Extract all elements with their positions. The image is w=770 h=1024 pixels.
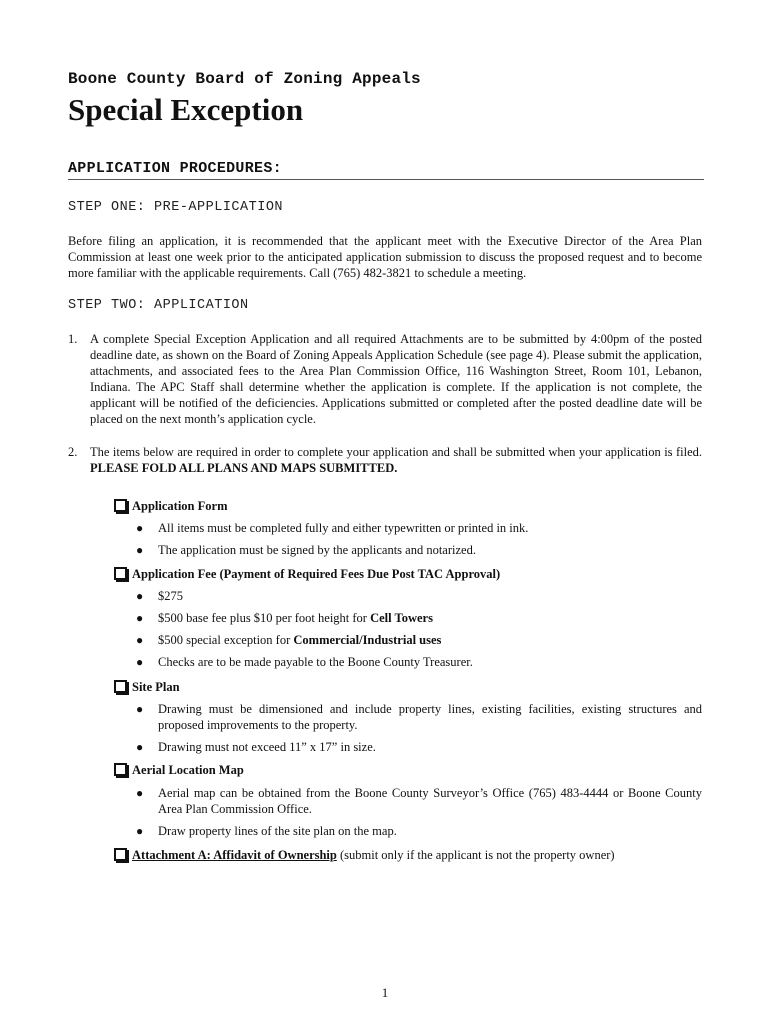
bullet-item [136, 654, 702, 670]
numbered-item-2 [68, 444, 702, 476]
bullet-item [136, 610, 702, 626]
step-one-heading: STEP ONE: PRE-APPLICATION [68, 200, 284, 215]
checklist-item-application-fee [114, 566, 500, 582]
checkbox-icon [114, 499, 127, 512]
checklist-note: (submit only if the applicant is not the property owner) [336, 848, 615, 862]
bullet-icon: ● [136, 543, 144, 557]
bullet-icon: ● [136, 655, 144, 669]
bullet-item [136, 520, 702, 536]
bullet-text: Aerial map can be obtained from the Boone County Surveyor’s Office (765) 483-4444 or Boone County Area Plan Commission Office. [158, 786, 702, 816]
bullet-emphasis: Cell Towers [370, 611, 433, 625]
bullet-icon: ● [136, 611, 144, 625]
checklist-item-aerial-map [114, 762, 244, 778]
item-text-body: The items below are required in order to complete your application and shall be submitted when your application is filed. [90, 445, 702, 459]
heading-rule [68, 179, 704, 180]
checklist-item-attachment-a [114, 847, 615, 863]
bullet-text [158, 632, 702, 648]
bullet-item [136, 632, 702, 648]
bullet-text: Drawing must not exceed 11” x 17” in size. [158, 740, 376, 754]
bullet-text-body: $500 base fee plus $10 per foot height for [158, 611, 371, 625]
bullet-text: Draw property lines of the site plan on the map. [158, 824, 397, 838]
checklist-item-application-form [114, 498, 227, 514]
organization-name: Boone County Board of Zoning Appeals [68, 70, 421, 88]
bullet-text-body: $500 special exception for [158, 633, 294, 647]
page-title: Special Exception [68, 92, 304, 127]
checklist-label: Aerial Location Map [132, 763, 244, 777]
checklist-label: Site Plan [132, 680, 180, 694]
bullet-item [136, 739, 702, 755]
bullet-item [136, 542, 702, 558]
bullet-item [136, 701, 702, 733]
bullet-item [136, 785, 702, 817]
bullet-icon: ● [136, 633, 144, 647]
bullet-text [158, 610, 702, 626]
checkbox-icon [114, 763, 127, 776]
item-number: 1. [68, 332, 78, 346]
bullet-icon: ● [136, 589, 144, 603]
bullet-item [136, 588, 702, 604]
step-two-heading: STEP TWO: APPLICATION [68, 298, 249, 313]
bullet-item [136, 823, 702, 839]
bullet-icon: ● [136, 740, 144, 754]
item-number: 2. [68, 445, 78, 459]
numbered-item-1 [68, 331, 702, 427]
checklist-item-site-plan [114, 679, 180, 695]
checklist-label: Application Fee (Payment of Required Fees Due Post TAC Approval) [132, 567, 501, 581]
bullet-text: Checks are to be made payable to the Boone County Treasurer. [158, 655, 473, 669]
bullet-icon: ● [136, 521, 144, 535]
item-text [90, 444, 702, 476]
checkbox-icon [114, 680, 127, 693]
checkbox-icon [114, 848, 127, 861]
bullet-text: Drawing must be dimensioned and include property lines, existing facilities, existing structures and proposed improvements to the property. [158, 702, 702, 732]
section-heading: APPLICATION PROCEDURES: [68, 160, 282, 177]
bullet-emphasis: Commercial/Industrial uses [293, 633, 442, 647]
bullet-icon: ● [136, 824, 144, 838]
step-one-body: Before filing an application, it is recommended that the applicant meet with the Executive Director of the Area Plan Commission at least one week prior to the anticipated application submission to discuss the proposed request and to become more familiar with the applicable requirements. Call (765) 482-3821 to schedule a meeting. [68, 234, 702, 280]
bullet-text: $275 [158, 589, 183, 603]
item-text: A complete Special Exception Application and all required Attachments are to be submitted by 4:00pm of the posted deadline date, as shown on the Board of Zoning Appeals Application Schedule (see page 4). Please submit the application, attachments, and associated fees to the Area Plan Commission Office, 116 Washington Street, Room 101, Lebanon, Indiana. The APC Staff shall determine whether the application is complete. If the application is not complete, the applicant will be notified of the deficiencies. Applications submitted or completed after the posted deadline date will be placed on the next month’s application cycle. [90, 332, 702, 426]
checkbox-icon [114, 567, 127, 580]
bullet-icon: ● [136, 702, 144, 716]
page-number: 1 [381, 985, 389, 1000]
checklist-label: Application Form [132, 499, 228, 513]
bullet-text: All items must be completed fully and either typewritten or printed in ink. [158, 521, 529, 535]
bullet-icon: ● [136, 786, 144, 800]
bullet-text: The application must be signed by the applicants and notarized. [158, 543, 476, 557]
checklist-label: Attachment A: Affidavit of Ownership [132, 848, 337, 862]
fold-notice: PLEASE FOLD ALL PLANS AND MAPS SUBMITTED. [90, 461, 398, 475]
